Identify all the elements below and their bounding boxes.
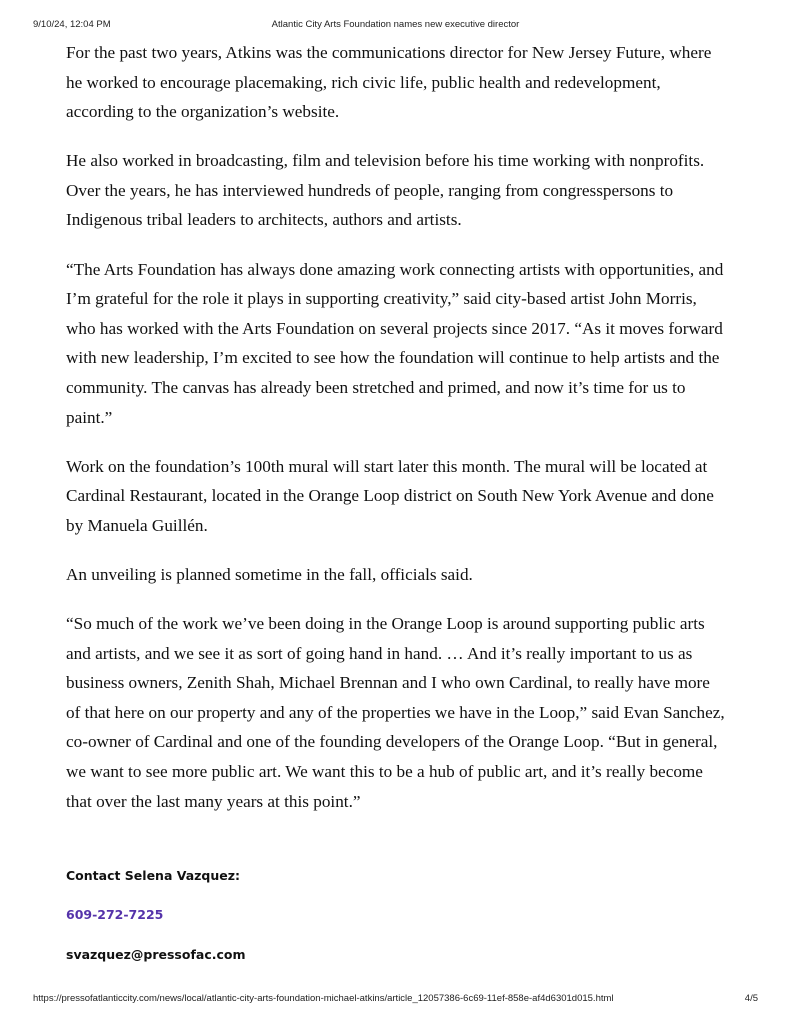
contact-label: Contact Selena Vazquez: bbox=[66, 868, 241, 883]
contact-email-link[interactable]: svazquez@pressofac.com bbox=[66, 947, 246, 962]
article-paragraph: Work on the foundation’s 100th mural will start later this month. The mural will be located at Cardinal Restaurant, located in the Orange Loop district on South New York Avenue and done by Manuela Guillén. bbox=[66, 456, 714, 535]
article-paragraph: For the past two years, Atkins was the communications director for New Jersey Future, where he worked to encourage placemaking, rich civic life, public health and redevelopment, according to the organization’s website. bbox=[66, 43, 712, 122]
contact-phone-link[interactable]: 609-272-7225 bbox=[66, 907, 164, 922]
print-datetime: 9/10/24, 12:04 PM bbox=[33, 19, 111, 30]
print-url: https://pressofatlanticcity.com/news/local/atlantic-city-arts-foundation-michael-atkins/article_12057386-6c69-11ef-858e-af4d6301d015.html bbox=[33, 993, 614, 1004]
article-paragraph: An unveiling is planned sometime in the fall, officials said. bbox=[66, 564, 473, 584]
article-paragraph: He also worked in broadcasting, film and television before his time working with nonprofits. Over the years, he has interviewed hundreds of people, ranging from congresspersons to Indigenous tribal leaders to architects, authors and artists. bbox=[66, 151, 705, 230]
print-page-title: Atlantic City Arts Foundation names new executive director bbox=[271, 19, 520, 30]
article-body bbox=[66, 38, 728, 836]
page-number: 4/5 bbox=[744, 993, 758, 1004]
article-paragraph: “So much of the work we’ve been doing in the Orange Loop is around supporting public arts and artists, and we see it as sort of going hand in hand. … And it’s really important to us as business owners, Zenith Shah, Michael Brennan and I who own Cardinal, to really have more of that here on our property and any of the properties we have in the Loop,” said Evan Sanchez, co-owner of Cardinal and one of the founding developers of the Orange Loop. “But in general, we want to see more public art. We want this to be a hub of public art, and it’s really become that over the last many years at this point.” bbox=[66, 614, 725, 811]
article-paragraph: “The Arts Foundation has always done amazing work connecting artists with opportunities, and I’m grateful for the role it plays in supporting creativity,” said city-based artist John Morris, who has worked with the Arts Foundation on several projects since 2017. “As it moves forward with new leadership, I’m excited to see how the foundation will continue to help artists and the community. The canvas has already been stretched and primed, and now it’s time for us to paint.” bbox=[66, 259, 724, 427]
